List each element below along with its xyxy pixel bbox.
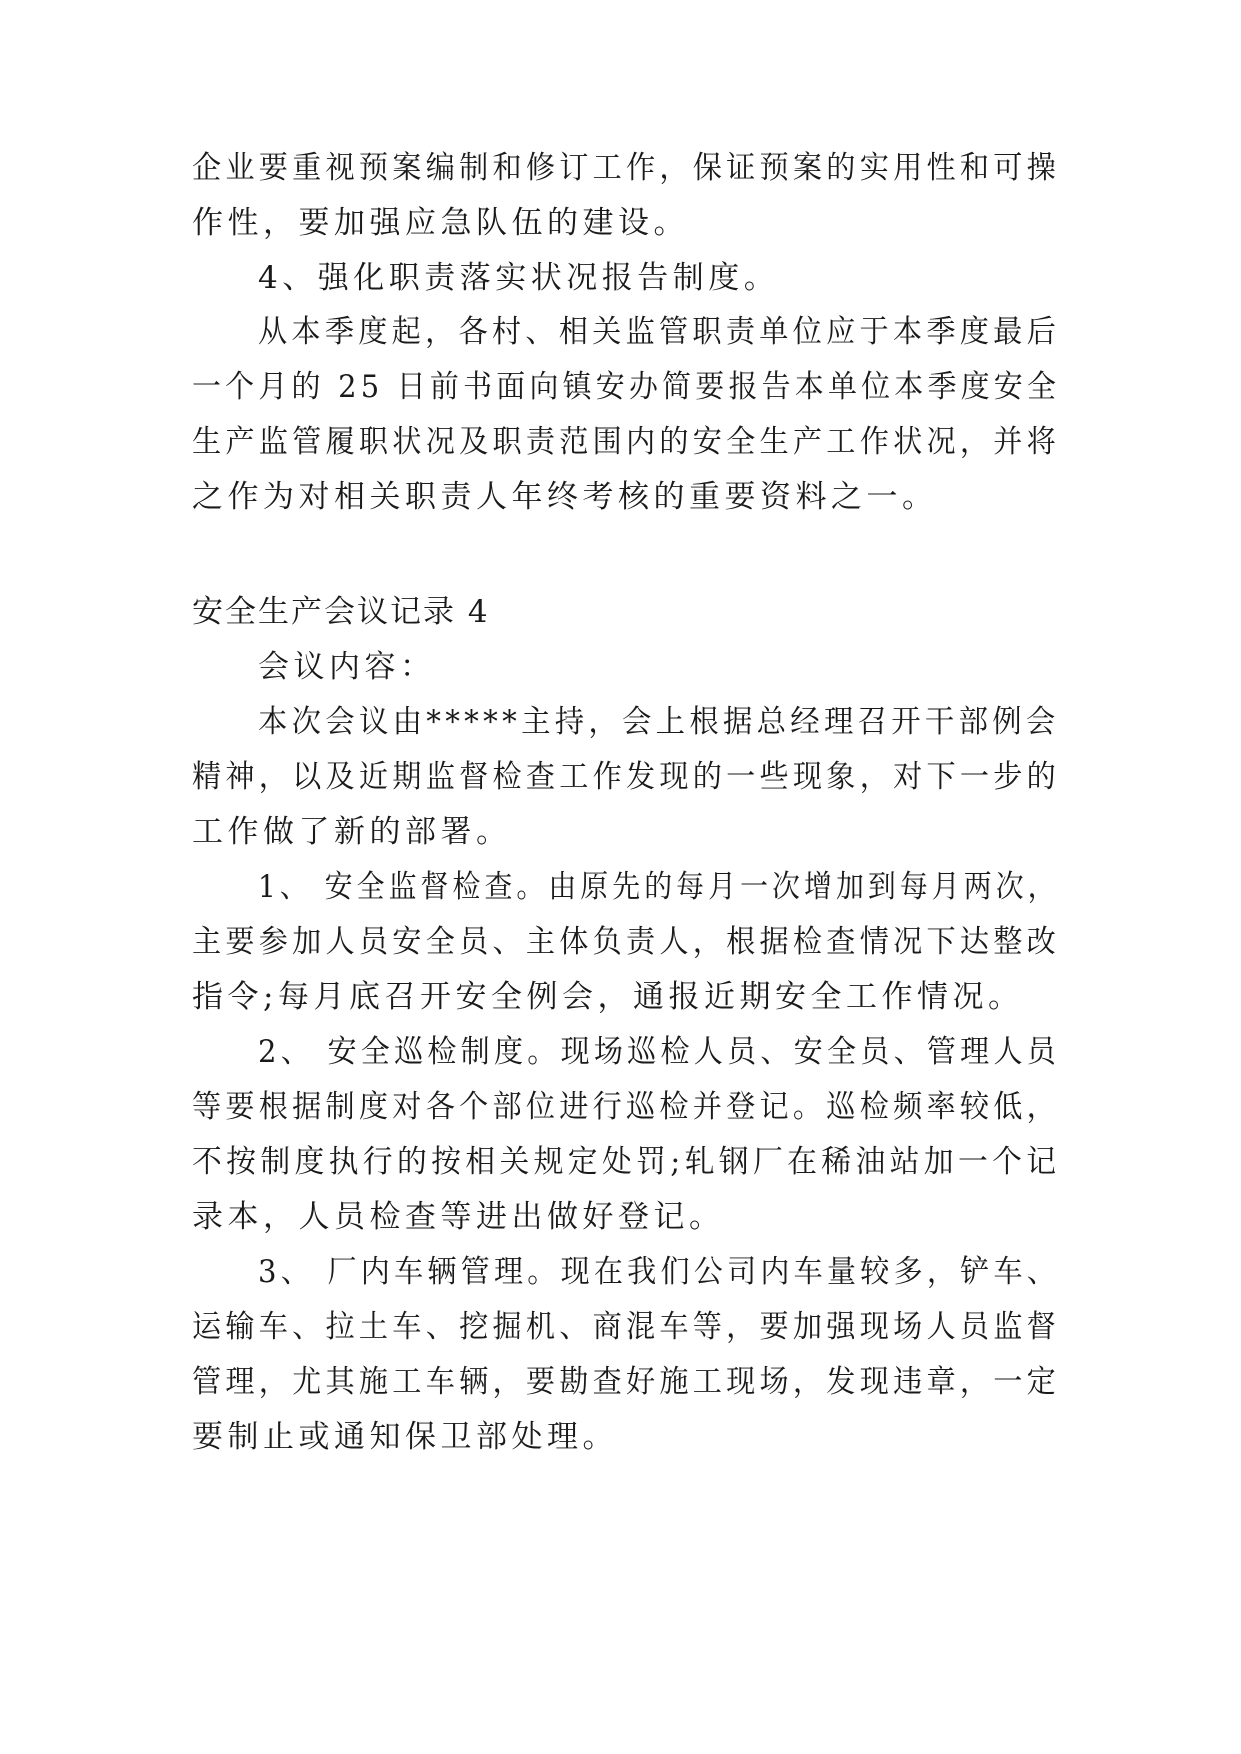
text-line: 主要参加人员安全员、主体负责人，根据检查情况下达整改 [192, 924, 1060, 960]
text-line: 一个月的 25 日前书面向镇安办简要报告本单位本季度安全 [192, 369, 1061, 405]
list-item-heading: 3、 厂内车辆管理。现在我们公司内车量较多，铲车、 [258, 1254, 1061, 1290]
text-line: 等要根据制度对各个部位进行巡检并登记。巡检频率较低， [192, 1089, 1060, 1125]
text-line: 管理，尤其施工车辆，要勘查好施工现场，发现违章，一定 [192, 1364, 1060, 1400]
text-line: 精神，以及近期监督检查工作发现的一些现象，对下一步的 [192, 759, 1060, 795]
section-title: 安全生产会议记录 4 [192, 594, 490, 630]
text-line: 生产监管履职状况及职责范围内的安全生产工作状况，并将 [192, 424, 1060, 460]
paragraph-start: 本次会议由*****主持，会上根据总经理召开干部例会 [258, 704, 1060, 740]
subheading: 会议内容： [258, 649, 436, 685]
paragraph-start: 从本季度起，各村、相关监管职责单位应于本季度最后 [258, 314, 1060, 350]
text-line: 不按制度执行的按相关规定处罚;轧钢厂在稀油站加一个记 [192, 1144, 1061, 1180]
text-line: 运输车、拉土车、挖掘机、商混车等，要加强现场人员监督 [192, 1309, 1060, 1345]
text-line: 之作为对相关职责人年终考核的重要资料之一。 [192, 479, 938, 515]
text-line: 作性，要加强应急队伍的建设。 [192, 205, 689, 241]
text-line: 企业要重视预案编制和修订工作，保证预案的实用性和可操 [192, 150, 1060, 186]
list-item-heading: 1、 安全监督检查。由原先的每月一次增加到每月两次， [258, 869, 1060, 905]
list-item-heading: 2、 安全巡检制度。现场巡检人员、安全员、管理人员 [258, 1034, 1061, 1070]
list-item-heading: 4、强化职责落实状况报告制度。 [258, 260, 780, 296]
text-line: 工作做了新的部署。 [192, 814, 512, 850]
text-line: 录本，人员检查等进出做好登记。 [192, 1199, 725, 1235]
text-line: 指令;每月底召开安全例会，通报近期安全工作情况。 [192, 979, 1024, 1015]
text-line: 要制止或通知保卫部处理。 [192, 1419, 618, 1455]
